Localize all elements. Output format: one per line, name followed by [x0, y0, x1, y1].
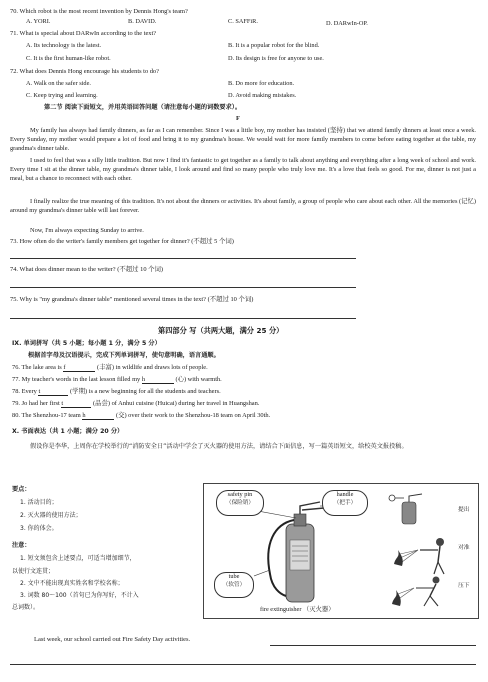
q70-option-c: C. SAFFiR. [228, 18, 258, 25]
point-1: 1. 活动目的； [20, 499, 58, 506]
figure-caption: fire extinguisher （灭火器） [260, 606, 335, 613]
point-3: 3. 你的体会。 [20, 525, 58, 532]
section2-heading: 第二节 阅读下面短文，并用英语回答问题（请注意每小题的词数要求）。 [44, 104, 242, 111]
note-1: 1. 短文须包含上述要点，可适当增加细节， [20, 555, 136, 562]
item-76: 76. The lake area is f (丰富) in wildlife and draws lots of people. [12, 364, 208, 371]
opening-sentence: Last week, our school carried out Fire Safety Day activities. [34, 636, 191, 643]
item-77: 77. My teacher's words in the last lesson filled my h (心) with warmth. [12, 376, 222, 383]
q70-option-d: D. DARwIn-OP. [326, 20, 368, 27]
q72-option-b: B. Do more for education. [228, 80, 295, 87]
q70-option-b: B. DAVID. [128, 18, 157, 25]
note-1-cont: 以使行文连贯； [12, 568, 55, 575]
passage-paragraph-1: My family has always had family dinners, as far as I can remember. Since I was a little boy, my mother has insisted (坚持) that we attend family dinners at least once a week. Every Sunday, my mother would prepare a lot of food and bring it to my grandma's house. We would wait for more family members to come before eating together at the table, my grandma's dinner table. [10, 127, 476, 153]
q70-option-a: A. YORI. [26, 18, 51, 25]
q72-option-d: D. Avoid making mistakes. [228, 92, 297, 99]
answer-line-73[interactable] [10, 258, 356, 259]
note-3: 3. 词数 80～100（首句已为你写好，不计入 [20, 592, 139, 599]
handle-callout: handle （把手） [322, 490, 368, 516]
passage-paragraph-3: I finally realize the true meaning of this tradition. It's not about the dinners or activities. It's about family, a group of people who care about each other. All the memories (记忆) around my grandma's dinner table will last forever. [10, 198, 476, 215]
x-title: X. 书面表达（共 1 小题；满分 20 分） [12, 428, 124, 435]
ix-title: IX. 单词拼写（共 5 小题；每小题 1 分，满分 5 分） [12, 340, 161, 347]
q71-question: 71. What is special about DARwIn according to the text? [10, 30, 157, 37]
point-2: 2. 灭火器的使用方法； [20, 512, 82, 519]
answer-line-74[interactable] [10, 287, 356, 288]
step-pull-label: 提出 [458, 507, 470, 513]
writing-line-1[interactable] [270, 645, 476, 646]
item-80: 80. The Shenzhou-17 team h (交) over their work to the Shenzhou-18 team on April 30th. [12, 412, 271, 419]
item-78: 78. Every t (学期) is a new beginning for all the students and teachers. [12, 388, 221, 395]
blank-77[interactable]: h [142, 376, 174, 384]
blank-76[interactable]: f [63, 364, 95, 372]
q72-option-c: C. Keep trying and learning. [26, 92, 98, 99]
passage-letter: F [236, 115, 240, 122]
blank-80[interactable]: h [82, 412, 114, 420]
tube-callout: tube （软管） [214, 572, 254, 598]
q71-option-d: D. Its design is free for anyone to use. [228, 55, 324, 62]
question-73: 73. How often do the writer's family members get together for dinner? (不超过 5 个词) [10, 238, 234, 245]
item-79: 79. Jo had her first t (品尝) of Anhui cuisine (Huicai) during her travel in Huangshan. [12, 400, 260, 407]
step-aim-label: 对准 [458, 545, 470, 551]
q72-question: 72. What does Dennis Hong encourage his students to do? [10, 68, 159, 75]
ix-instructions: 根据首字母及汉语提示，完成下列单词拼写，使句意明确，语言通顺。 [28, 352, 220, 359]
q72-option-a: A. Walk on the safer side. [26, 80, 91, 87]
part4-heading: 第四部分 写（共两大题，满分 25 分） [158, 326, 284, 335]
points-title: 要点： [12, 486, 31, 493]
question-74: 74. What does dinner mean to the writer? (不超过 10 个词) [10, 266, 164, 273]
passage-paragraph-4: Now, I'm always expecting Sunday to arrive. [30, 227, 144, 234]
note-2: 2. 文中不能出现真实姓名和学校名称； [20, 580, 124, 587]
safety-pin-callout: safety pin （保险销） [216, 490, 264, 516]
question-75: 75. Why is "my grandma's dinner table" mentioned several times in the text? (不超过 10 个词) [10, 296, 254, 303]
fire-extinguisher-figure [203, 483, 479, 619]
note-3-cont: 总词数）。 [12, 604, 40, 611]
q71-option-c: C. It is the first human-like robot. [26, 55, 111, 62]
step-squeeze-label: 压下 [458, 583, 470, 589]
x-prompt: 假设你是李华，上周你在学校举行的“消防安全日”活动中学会了灭火器的使用方法，请结合下面信息，写一篇英语短文，给校英文报投稿。 [30, 443, 408, 450]
q71-option-a: A. Its technology is the latest. [26, 42, 102, 49]
writing-line-2[interactable] [10, 664, 476, 665]
blank-79[interactable]: t [61, 400, 91, 408]
passage-paragraph-2: I used to feel that was a silly little tradition. But now I find it's fantastic to get together as a family to talk about anything and everything after a long week of school and work. Every time I sit at the dinner table, my grandma's dinner table, I look around and find so many people who truly love me. It's a love that feels so good. For me, dinner is not just a meal, but a chance to reconnect with each other. [10, 157, 476, 183]
blank-78[interactable]: t [38, 388, 68, 396]
answer-line-75[interactable] [10, 318, 356, 319]
q71-option-b: B. It is a popular robot for the blind. [228, 42, 320, 49]
notes-title: 注意： [12, 542, 31, 549]
q70-question: 70. Which robot is the most recent invention by Dennis Hong's team? [10, 8, 188, 15]
